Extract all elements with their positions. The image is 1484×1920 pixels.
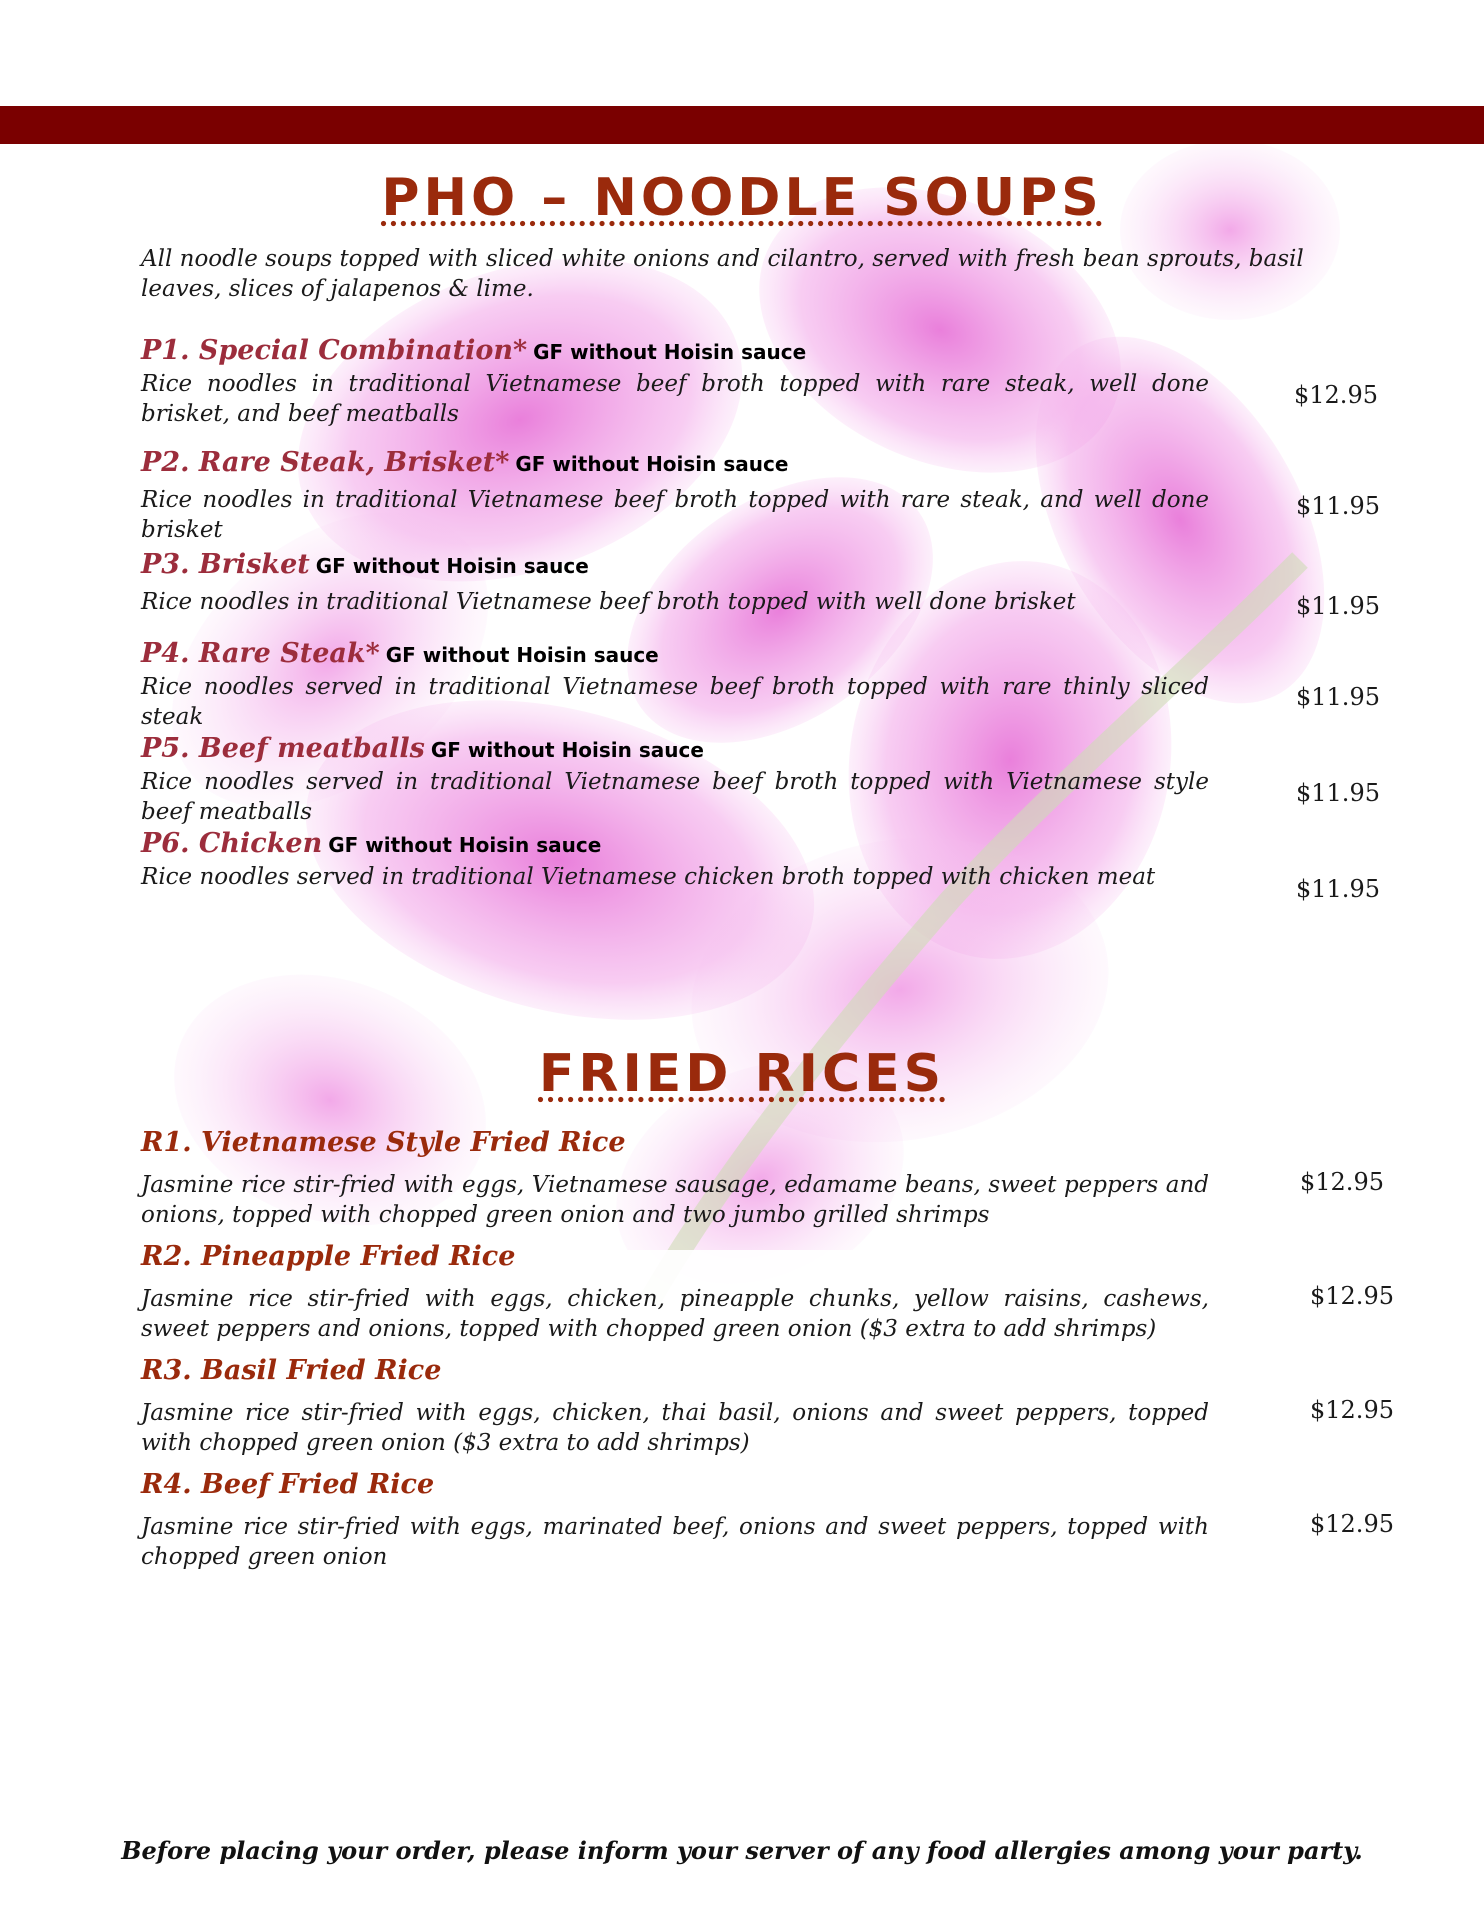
menu-item-name: R2. Pineapple Fried Rice (141, 1241, 516, 1272)
menu-item-name: R3. Basil Fried Rice (141, 1355, 442, 1386)
menu-item-name: P4. Rare Steak* GF without Hoisin sauce (141, 638, 659, 669)
menu-item-price: $11.95 (1296, 592, 1380, 620)
fried-rice-section-title: FRIED RICES (538, 1044, 946, 1104)
menu-item-description: Jasmine rice stir-fried with eggs, chicken, pineapple chunks, yellow raisins, cashews, sweet peppers and onions, topped with chopped green onion ($3 extra to add shrimps) (141, 1286, 1209, 1342)
gf-note: GF without Hoisin sauce (315, 554, 589, 578)
menu-item-name: P3. Brisket GF without Hoisin sauce (141, 549, 589, 580)
menu-item-p1 (141, 334, 1401, 429)
menu-item-price: $12.95 (1310, 1282, 1394, 1310)
menu-item-name: P5. Beef meatballs GF without Hoisin sauce (141, 733, 704, 764)
gf-note: GF without Hoisin sauce (515, 452, 789, 476)
menu-item-r4 (141, 1468, 1401, 1572)
menu-item-name: P6. Chicken GF without Hoisin sauce (141, 828, 602, 859)
pho-intro-text: All noodle soups topped with sliced white onions and cilantro, served with fresh bean sprouts, basil leaves, slices of jalapenos & lime. (141, 246, 1304, 302)
menu-item-r2 (141, 1240, 1401, 1344)
menu-item-price: $11.95 (1296, 875, 1380, 903)
menu-item-description: Rice noodles in traditional Vietnamese beef broth topped with rare steak, well done brisket, and beef meatballs (141, 371, 1209, 427)
gf-note: GF without Hoisin sauce (385, 643, 659, 667)
menu-item-p5 (141, 732, 1401, 827)
menu-item-description: Jasmine rice stir-fried with eggs, chicken, thai basil, onions and sweet peppers, topped with chopped green onion ($3 extra to add shrimps) (141, 1400, 1209, 1456)
menu-item-description: Rice noodles in traditional Vietnamese beef broth topped with well done brisket (141, 589, 1076, 615)
menu-item-p2 (141, 446, 1401, 545)
menu-item-r3 (141, 1354, 1401, 1458)
menu-item-p3 (141, 548, 1401, 617)
menu-item-price: $12.95 (1310, 1396, 1394, 1424)
gf-note: GF without Hoisin sauce (328, 833, 602, 857)
menu-item-price: $11.95 (1296, 779, 1380, 807)
menu-item-price: $12.95 (1310, 1510, 1394, 1538)
allergy-notice: Before placing your order, please inform your server of any food allergies among your party. (121, 1836, 1363, 1865)
pho-section-title: PHO – NOODLE SOUPS (381, 168, 1103, 228)
menu-item-price: $12.95 (1294, 381, 1378, 409)
menu-item-price: $12.95 (1300, 1168, 1384, 1196)
menu-item-price: $11.95 (1296, 492, 1380, 520)
menu-item-description: Rice noodles served in traditional Vietnamese chicken broth topped with chicken meat (141, 864, 1156, 890)
menu-item-description: Rice noodles in traditional Vietnamese beef broth topped with rare steak, and well done brisket (141, 487, 1209, 543)
menu-item-name: P1. Special Combination* GF without Hoisin sauce (141, 335, 807, 366)
menu-item-description: Jasmine rice stir-fried with eggs, marinated beef, onions and sweet peppers, topped with chopped green onion (141, 1514, 1209, 1570)
menu-item-description: Rice noodles served in traditional Vietnamese beef broth topped with Vietnamese style beef meatballs (141, 769, 1209, 825)
gf-note: GF without Hoisin sauce (533, 340, 807, 364)
gf-note: GF without Hoisin sauce (430, 738, 704, 762)
menu-item-name: R4. Beef Fried Rice (141, 1469, 435, 1500)
menu-item-r1 (141, 1126, 1401, 1230)
menu-item-name: R1. Vietnamese Style Fried Rice (141, 1127, 626, 1158)
menu-item-description: Rice noodles served in traditional Vietnamese beef broth topped with rare thinly sliced steak (141, 674, 1209, 730)
menu-item-name: P2. Rare Steak, Brisket* GF without Hoisin sauce (141, 447, 789, 478)
menu-item-description: Jasmine rice stir-fried with eggs, Vietnamese sausage, edamame beans, sweet peppers and onions, topped with chopped green onion and two jumbo grilled shrimps (141, 1172, 1209, 1228)
menu-item-p4 (141, 637, 1401, 732)
menu-item-p6 (141, 827, 1401, 892)
menu-item-price: $11.95 (1296, 683, 1380, 711)
